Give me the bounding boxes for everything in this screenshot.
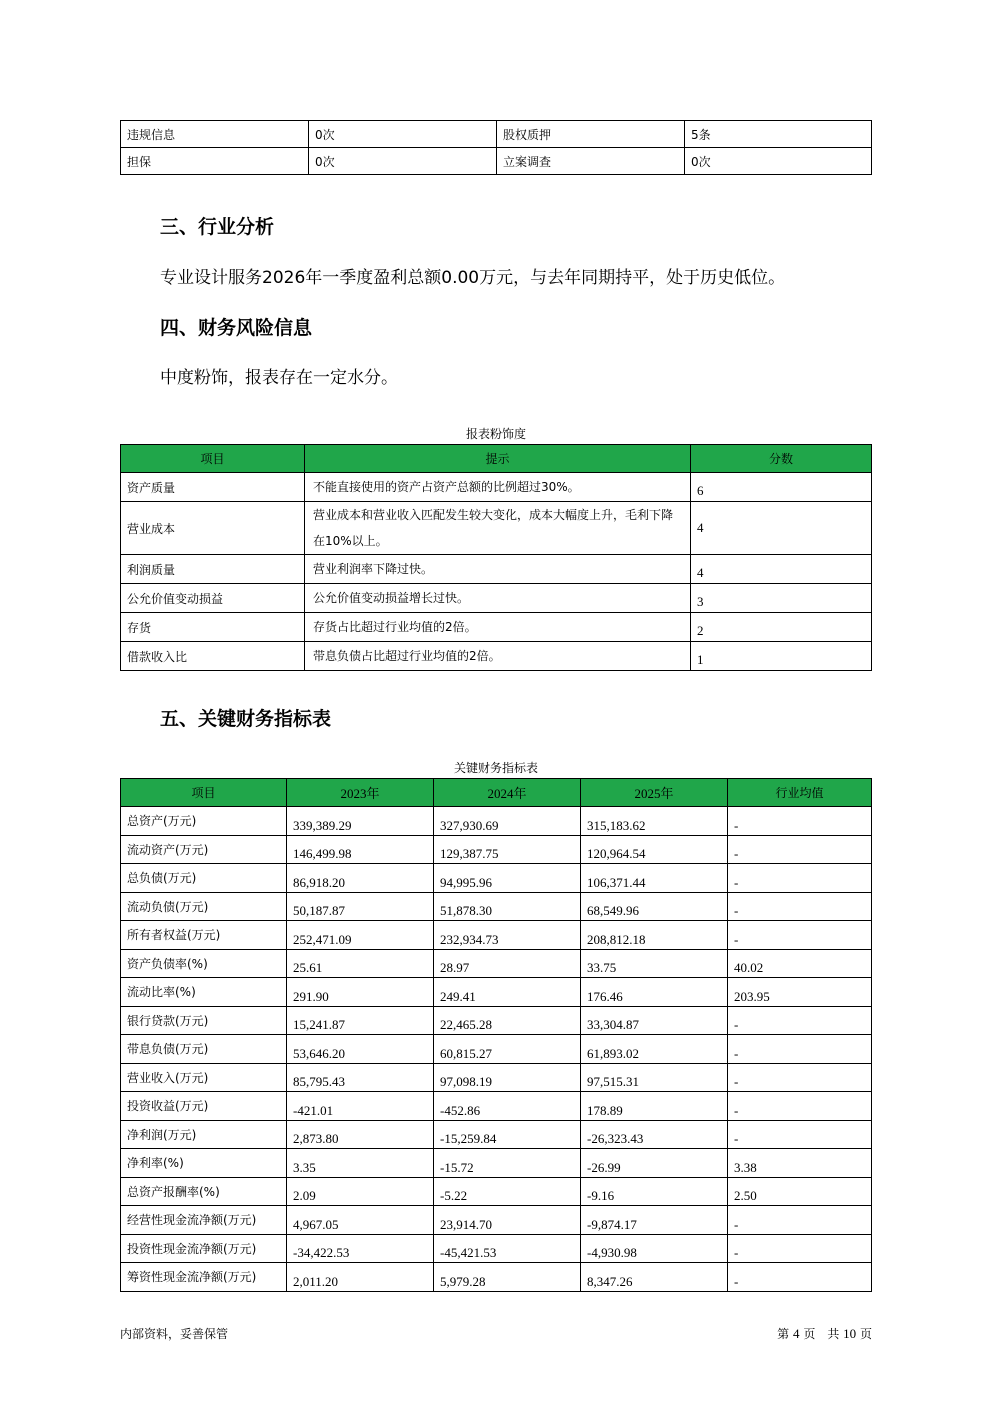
row-value: 15,241.87 [287,1006,434,1035]
industry-analysis-text: 专业设计服务2026年一季度盈利总额0.00万元，与去年同期持平，处于历史低位。 [160,268,786,288]
page-suffix: 页 [859,1327,872,1341]
row-item: 营业收入(万元) [121,1063,287,1092]
risk-value: 0次 [685,148,872,175]
row-item: 资产负债率(%) [121,949,287,978]
row-item: 总资产(万元) [121,807,287,836]
table-row [121,1149,872,1178]
table-row [121,978,872,1007]
table-header-row [121,779,872,807]
row-value: -452.86 [434,1092,581,1121]
row-value: -9.16 [581,1177,728,1206]
row-item: 投资收益(万元) [121,1092,287,1121]
row-value: 4,967.05 [287,1206,434,1235]
row-value: -15.72 [434,1149,581,1178]
row-value: 315,183.62 [581,807,728,836]
table-row [121,148,872,175]
risk-label: 股权质押 [497,121,685,148]
table-row [121,864,872,893]
row-value: 3.35 [287,1149,434,1178]
row-value: 2.09 [287,1177,434,1206]
row-value: 2,011.20 [287,1263,434,1292]
column-header: 分数 [691,445,872,473]
row-value: - [728,1234,872,1263]
row-value: -26,323.43 [581,1120,728,1149]
row-value: 40.02 [728,949,872,978]
table-row [121,1263,872,1292]
dress-table-caption: 报表粉饰度 [465,427,526,441]
row-value: 53,646.20 [287,1035,434,1064]
row-value: 33,304.87 [581,1006,728,1035]
footer-page-number [777,1325,872,1342]
row-value: - [728,1035,872,1064]
table-row [121,1120,872,1149]
column-header: 行业均值 [728,779,872,807]
row-value: -4,930.98 [581,1234,728,1263]
column-header: 项目 [121,779,287,807]
row-value: - [728,892,872,921]
section-heading-key-indicators: 五、关键财务指标表 [160,708,332,730]
row-score: 3 [691,584,872,613]
table-row [121,949,872,978]
row-value: 178.89 [581,1092,728,1121]
row-value: 291.90 [287,978,434,1007]
row-hint: 营业成本和营业收入匹配发生较大变化，成本大幅度上升，毛利下降在10%以上。 [305,502,691,555]
row-value: - [728,1206,872,1235]
row-value: 106,371.44 [581,864,728,893]
row-value: -15,259.84 [434,1120,581,1149]
table-row [121,1092,872,1121]
table-row [121,473,872,502]
column-header: 提示 [305,445,691,473]
row-hint: 不能直接使用的资产占资产总额的比例超过30%。 [305,473,691,502]
financial-risk-text: 中度粉饰，报表存在一定水分。 [160,368,398,388]
row-value: -5.22 [434,1177,581,1206]
table-row [121,1177,872,1206]
row-value: 3.38 [728,1149,872,1178]
row-value: 60,815.27 [434,1035,581,1064]
row-value: - [728,1120,872,1149]
row-value: 97,515.31 [581,1063,728,1092]
table-row [121,555,872,584]
row-value: 23,914.70 [434,1206,581,1235]
row-value: - [728,864,872,893]
row-value: 2.50 [728,1177,872,1206]
row-item: 净利润(万元) [121,1120,287,1149]
row-value: 5,979.28 [434,1263,581,1292]
table-row [121,921,872,950]
column-header: 2024年 [434,779,581,807]
row-value: 208,812.18 [581,921,728,950]
row-item: 总资产报酬率(%) [121,1177,287,1206]
row-value: 252,471.09 [287,921,434,950]
key-financial-table [120,778,872,1292]
column-header: 2023年 [287,779,434,807]
row-value: 33.75 [581,949,728,978]
footer-confidential-note: 内部资料，妥善保管 [120,1327,229,1341]
row-item: 资产质量 [121,473,305,502]
page-total: 10 [843,1326,857,1341]
row-item: 经营性现金流净额(万元) [121,1206,287,1235]
risk-info-table [120,120,872,175]
risk-label: 违规信息 [121,121,309,148]
row-item: 公允价值变动损益 [121,584,305,613]
row-score: 1 [691,642,872,671]
row-value: 249.41 [434,978,581,1007]
row-score: 2 [691,613,872,642]
row-item: 借款收入比 [121,642,305,671]
risk-value: 0次 [309,148,497,175]
dress-up-table [120,444,872,671]
row-item: 流动资产(万元) [121,835,287,864]
row-value: -9,874.17 [581,1206,728,1235]
row-value: 2,873.80 [287,1120,434,1149]
row-value: 97,098.19 [434,1063,581,1092]
row-value: 94,995.96 [434,864,581,893]
table-row [121,121,872,148]
table-row [121,613,872,642]
row-hint: 带息负债占比超过行业均值的2倍。 [305,642,691,671]
row-value: 232,934.73 [434,921,581,950]
row-value: -421.01 [287,1092,434,1121]
page-prefix: 第 [777,1327,790,1341]
table-row [121,892,872,921]
table-row [121,584,872,613]
row-value: 51,878.30 [434,892,581,921]
row-item: 流动负债(万元) [121,892,287,921]
row-value: 86,918.20 [287,864,434,893]
row-item: 净利率(%) [121,1149,287,1178]
row-value: - [728,835,872,864]
row-item: 总负债(万元) [121,864,287,893]
row-hint: 公允价值变动损益增长过快。 [305,584,691,613]
row-value: 8,347.26 [581,1263,728,1292]
row-value: - [728,1063,872,1092]
row-hint: 营业利润率下降过快。 [305,555,691,584]
table-header-row [121,445,872,473]
row-value: 25.61 [287,949,434,978]
row-value: 85,795.43 [287,1063,434,1092]
row-value: - [728,807,872,836]
row-item: 银行贷款(万元) [121,1006,287,1035]
table-row [121,642,872,671]
row-value: 327,930.69 [434,807,581,836]
risk-value: 0次 [309,121,497,148]
row-value: -45,421.53 [434,1234,581,1263]
risk-label: 担保 [121,148,309,175]
row-value: 129,387.75 [434,835,581,864]
section-heading-financial-risk: 四、财务风险信息 [160,317,313,339]
row-value: 203.95 [728,978,872,1007]
row-value: - [728,1092,872,1121]
risk-label: 立案调查 [497,148,685,175]
row-score: 6 [691,473,872,502]
row-item: 流动比率(%) [121,978,287,1007]
table-row [121,502,872,555]
row-value: - [728,921,872,950]
row-item: 投资性现金流净额(万元) [121,1234,287,1263]
row-value: 50,187.87 [287,892,434,921]
row-value: 176.46 [581,978,728,1007]
row-value: 22,465.28 [434,1006,581,1035]
row-value: -34,422.53 [287,1234,434,1263]
row-item: 所有者权益(万元) [121,921,287,950]
table-row [121,1006,872,1035]
row-value: 146,499.98 [287,835,434,864]
row-value: 28.97 [434,949,581,978]
row-value: 61,893.02 [581,1035,728,1064]
row-value: - [728,1006,872,1035]
row-item: 存货 [121,613,305,642]
row-value: - [728,1263,872,1292]
row-item: 利润质量 [121,555,305,584]
row-value: -26.99 [581,1149,728,1178]
table-row [121,1035,872,1064]
row-score: 4 [691,502,872,555]
row-value: 120,964.54 [581,835,728,864]
page-mid: 页 共 [803,1327,840,1341]
table-row [121,807,872,836]
table-row [121,1234,872,1263]
section-heading-industry: 三、行业分析 [160,216,275,238]
risk-value: 5条 [685,121,872,148]
fin-table-caption: 关键财务指标表 [453,761,538,775]
row-item: 营业成本 [121,502,305,555]
row-item: 带息负债(万元) [121,1035,287,1064]
table-row [121,835,872,864]
table-row [121,1063,872,1092]
row-item: 筹资性现金流净额(万元) [121,1263,287,1292]
row-score: 4 [691,555,872,584]
row-value: 339,389.29 [287,807,434,836]
column-header: 2025年 [581,779,728,807]
table-row [121,1206,872,1235]
column-header: 项目 [121,445,305,473]
row-value: 68,549.96 [581,892,728,921]
row-hint: 存货占比超过行业均值的2倍。 [305,613,691,642]
page-current: 4 [792,1326,800,1341]
